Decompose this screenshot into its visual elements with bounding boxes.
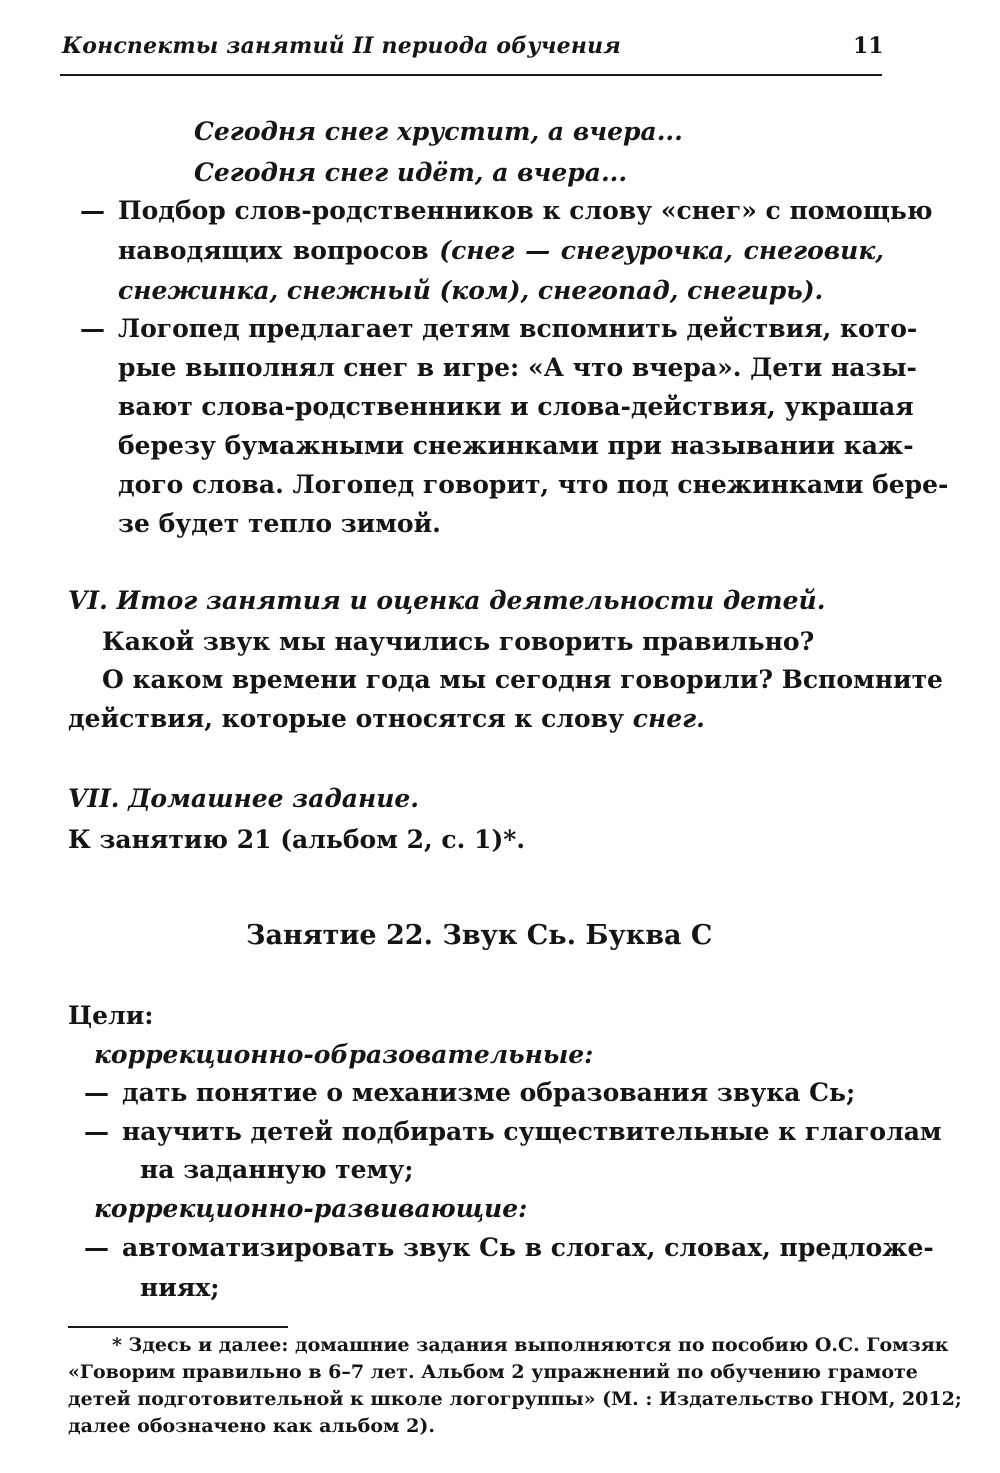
question-text: Какой звук мы научились говорить правильно?: [102, 627, 815, 656]
text-run: наводящих вопросов: [118, 236, 429, 265]
list-item-text: [118, 236, 884, 266]
goals-label: Цели:: [68, 1001, 154, 1030]
list-dash: —: [80, 314, 105, 343]
text-line: Подбор слов-родственников к слову «снег» с помощью: [118, 196, 933, 225]
text-line: Логопед предлагает детям вспомнить действия, кото-: [118, 314, 918, 343]
poem-line: Сегодня снег хрустит, а вчера...: [194, 117, 683, 146]
footnote-rule: [68, 1326, 288, 1328]
text-line: [118, 236, 884, 266]
example-words: снежинка, снежный (ком), снегопад, снегирь).: [118, 276, 824, 305]
text-line: дого слова. Логопед говорит, что под снежинками бере-: [118, 470, 949, 499]
question-text: [102, 665, 943, 695]
list-item-text: [118, 196, 933, 226]
homework-text: К занятию 21 (альбом 2, с. 1)*.: [68, 825, 526, 854]
goal-text: [122, 1117, 942, 1147]
text-line: О каком времени года мы сегодня говорили? Вспомните: [102, 665, 943, 694]
footnote-line: [112, 1334, 949, 1357]
goal-text: дать понятие о механизме образования звука Сь;: [122, 1078, 856, 1107]
text-line: «Говорим правильно в 6–7 лет. Альбом 2 упражнений по обучению грамоте: [68, 1361, 918, 1383]
list-dash: —: [80, 196, 105, 225]
list-dash: —: [84, 1233, 109, 1262]
text-line: на заданную тему;: [140, 1155, 414, 1184]
text-line: зе будет тепло зимой.: [118, 509, 441, 538]
list-item-text: [118, 314, 918, 344]
goal-text: [122, 1233, 934, 1263]
list-dash: —: [84, 1078, 109, 1107]
goals-subheading: коррекционно-образовательные:: [94, 1040, 594, 1069]
text-line: вают слова-родственники и слова-действия, украшая: [118, 392, 914, 421]
text-line: рые выполнял снег в игре: «А что вчера». Дети назы-: [118, 353, 917, 382]
list-dash: —: [84, 1117, 109, 1146]
keyword: снег.: [632, 704, 705, 733]
text-line: * Здесь и далее: домашние задания выполняются по пособию О.С. Гомзяк: [112, 1334, 949, 1356]
page-number: 11: [853, 33, 884, 59]
text-line: ниях;: [140, 1273, 220, 1302]
footnote-line: далее обозначено как альбом 2).: [68, 1415, 435, 1437]
goals-subheading: коррекционно-развивающие:: [94, 1194, 528, 1223]
footnote-line: [68, 1388, 962, 1411]
list-item-text: [118, 431, 914, 461]
section-title: VII. Домашнее задание.: [68, 784, 420, 813]
text-line: [68, 704, 705, 734]
list-item-text: [118, 470, 949, 500]
footnote-line: [68, 1361, 918, 1384]
text-line: научить детей подбирать существительные к глаголам: [122, 1117, 942, 1146]
lesson-heading: Занятие 22. Звук Сь. Буква С: [246, 920, 713, 951]
text-run: действия, которые относятся к слову: [68, 704, 625, 733]
text-line: автоматизировать звук Сь в слогах, словах, предложе-: [122, 1233, 934, 1262]
text-line: березу бумажными снежинками при назывании каж-: [118, 431, 914, 460]
example-words: (снег — снегурочка, снеговик,: [439, 236, 884, 265]
list-item-text: [118, 353, 917, 383]
header-rule: [60, 74, 882, 76]
section-title: VI. Итог занятия и оценка деятельности детей.: [68, 586, 826, 615]
list-item-text: [118, 392, 914, 422]
text-line: детей подготовительной к школе логогруппы» (М. : Издательство ГНОМ, 2012;: [68, 1388, 962, 1410]
running-title: Конспекты занятий II периода обучения: [62, 33, 621, 59]
poem-line: Сегодня снег идёт, а вчера...: [194, 158, 628, 187]
